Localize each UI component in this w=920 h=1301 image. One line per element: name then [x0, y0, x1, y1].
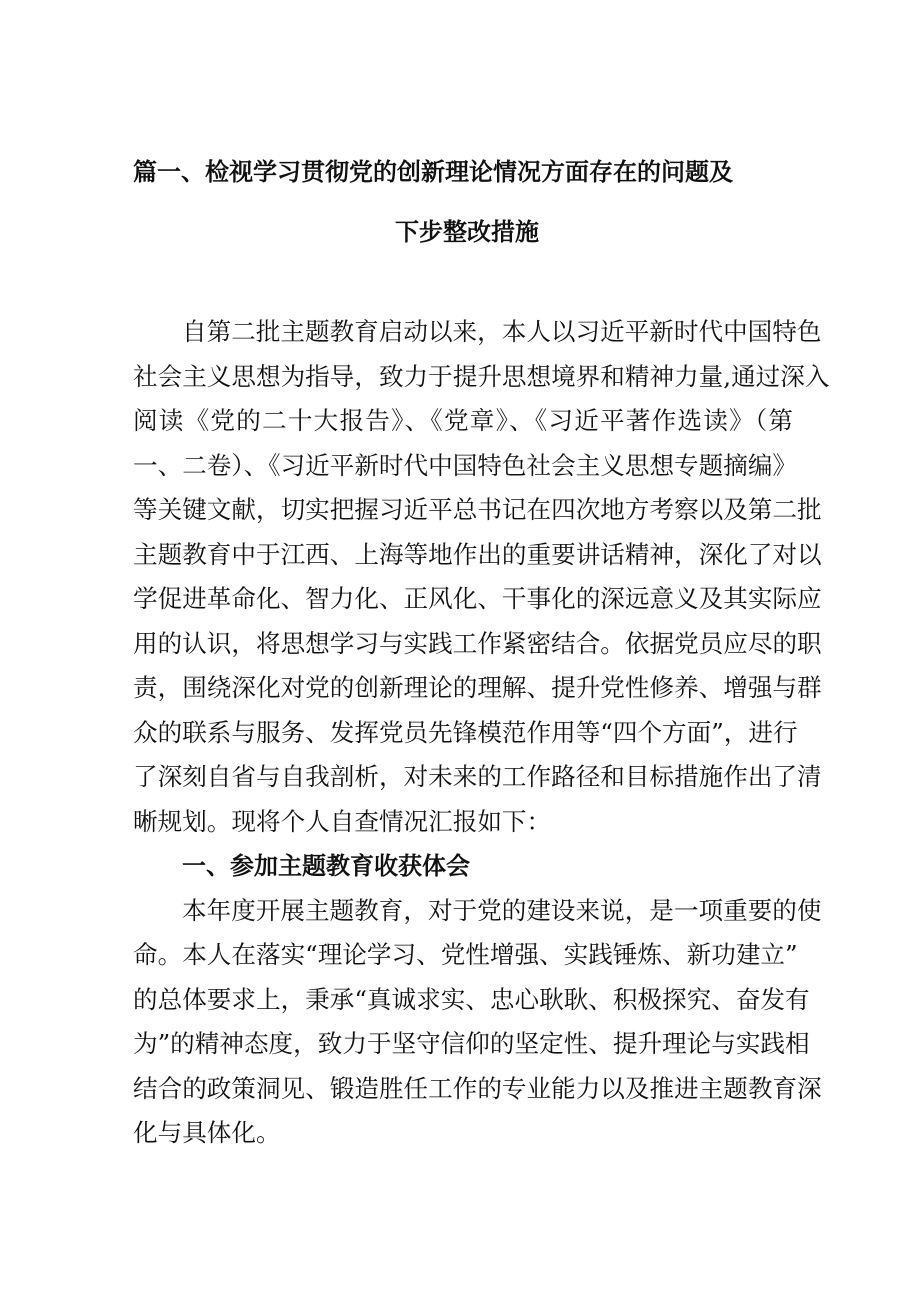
paragraph-2-line: 的总体要求上，秉承“真诚求实、忠心耿耿、积极探究、奋发有: [133, 985, 810, 1014]
paragraph-1-line: 一、二卷）、《习近平新时代中国特色社会主义思想专题摘编》: [133, 451, 798, 480]
paragraph-1-line: 众的联系与服务、发挥党员先锋模范作用等“四个方面”，进行: [133, 718, 798, 747]
paragraph-1-line: 社会主义思想为指导，致力于提升思想境界和精神力量,通过深入: [133, 362, 830, 391]
paragraph-2-line: 本年度开展主题教育，对于党的建设来说，是一项重要的使: [182, 896, 822, 925]
document-title-line-2: 下步整改措施: [395, 217, 539, 246]
document-title-line-1: 篇一、检视学习贯彻党的创新理论情况方面存在的问题及: [133, 157, 733, 186]
paragraph-1-line: 阅读《党的二十大报告》、《党章》、《习近平著作选读》（第: [133, 406, 793, 435]
paragraph-1-line: 自第二批主题教育启动以来，本人以习近平新时代中国特色: [182, 317, 822, 346]
paragraph-1-line: 学促进革命化、智力化、正风化、干事化的深远意义及其实际应: [133, 584, 822, 613]
paragraph-2-line: 化与具体化。: [133, 1118, 281, 1147]
section-1-heading: 一、参加主题教育收获体会: [182, 851, 470, 880]
paragraph-2-line: 结合的政策洞见、锻造胜任工作的专业能力以及推进主题教育深: [133, 1074, 822, 1103]
paragraph-2-line: 命。本人在落实“理论学习、党性增强、实践锤炼、新功建立”: [133, 940, 798, 969]
paragraph-1-line: 晰规划。现将个人自查情况汇报如下：: [133, 807, 552, 836]
paragraph-1-line: 了深刻自省与自我剖析，对未来的工作路径和目标措施作出了清: [133, 762, 822, 791]
paragraph-1-line: 主题教育中于江西、上海等地作出的重要讲话精神，深化了对以: [133, 540, 822, 569]
paragraph-1-line: 等关键文献，切实把握习近平总书记在四次地方考察以及第二批: [133, 495, 822, 524]
paragraph-1-line: 责，围绕深化对党的创新理论的理解、提升党性修养、增强与群: [133, 673, 822, 702]
paragraph-2-line: 为”的精神态度，致力于坚守信仰的坚定性、提升理论与实践相: [133, 1029, 810, 1058]
paragraph-1-line: 用的认识，将思想学习与实践工作紧密结合。依据党员应尽的职: [133, 629, 822, 658]
